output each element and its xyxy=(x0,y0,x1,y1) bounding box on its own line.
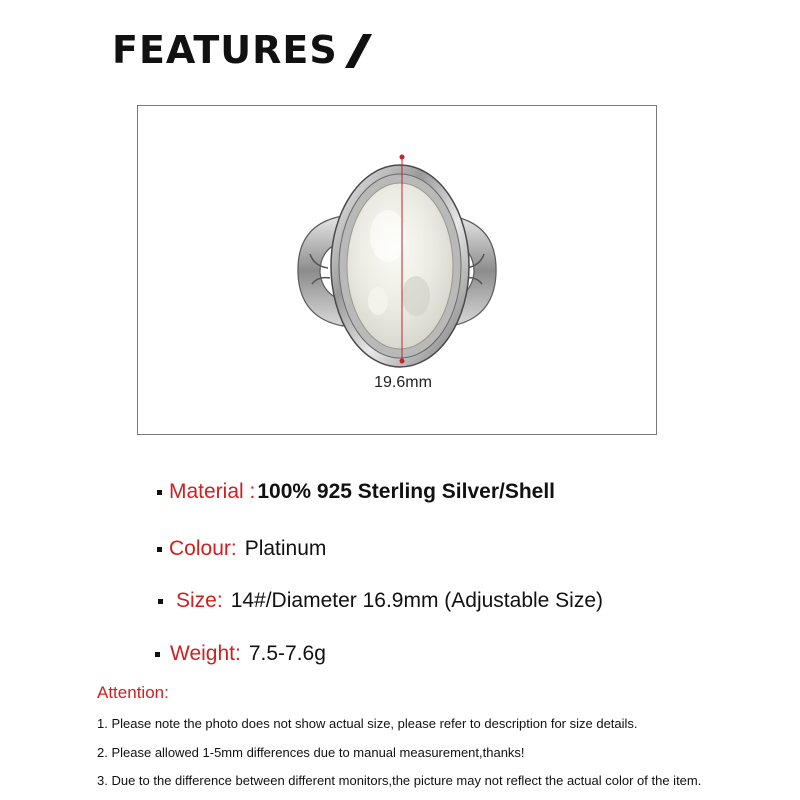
spec-label: Weight: xyxy=(170,642,241,665)
shell-stone xyxy=(347,183,453,349)
spec-size xyxy=(158,589,603,613)
attention-note: 3. Due to the difference between different monitors,the picture may not reflect the actual color of the item. xyxy=(97,773,702,788)
spec-value: 7.5-7.6g xyxy=(248,642,326,665)
product-photo xyxy=(137,105,657,435)
bullet-icon xyxy=(155,652,160,657)
spec-value: 14#/Diameter 16.9mm (Adjustable Size) xyxy=(230,589,604,612)
bullet-icon xyxy=(157,547,162,552)
attention-note: 1. Please note the photo does not show actual size, please refer to description for size details. xyxy=(97,716,638,731)
features-title: FEATURES xyxy=(112,28,338,72)
spec-label: Size: xyxy=(176,589,223,612)
attention-title: Attention: xyxy=(97,683,169,702)
spec-value: 100% 925 Sterling Silver/Shell xyxy=(257,480,556,503)
spec-colour xyxy=(157,537,326,561)
spec-label: Material : xyxy=(169,480,256,503)
spec-material xyxy=(157,480,555,504)
dimension-label: 19.6mm xyxy=(374,374,432,391)
attention-note: 2. Please allowed 1-5mm differences due to manual measurement,thanks! xyxy=(97,745,525,760)
slash-icon xyxy=(345,34,372,68)
spec-weight xyxy=(155,642,326,666)
spec-label: Colour: xyxy=(169,537,237,560)
features-heading xyxy=(112,28,363,72)
bullet-icon xyxy=(158,599,163,604)
spec-value: Platinum xyxy=(244,537,327,560)
bullet-icon xyxy=(157,490,162,495)
